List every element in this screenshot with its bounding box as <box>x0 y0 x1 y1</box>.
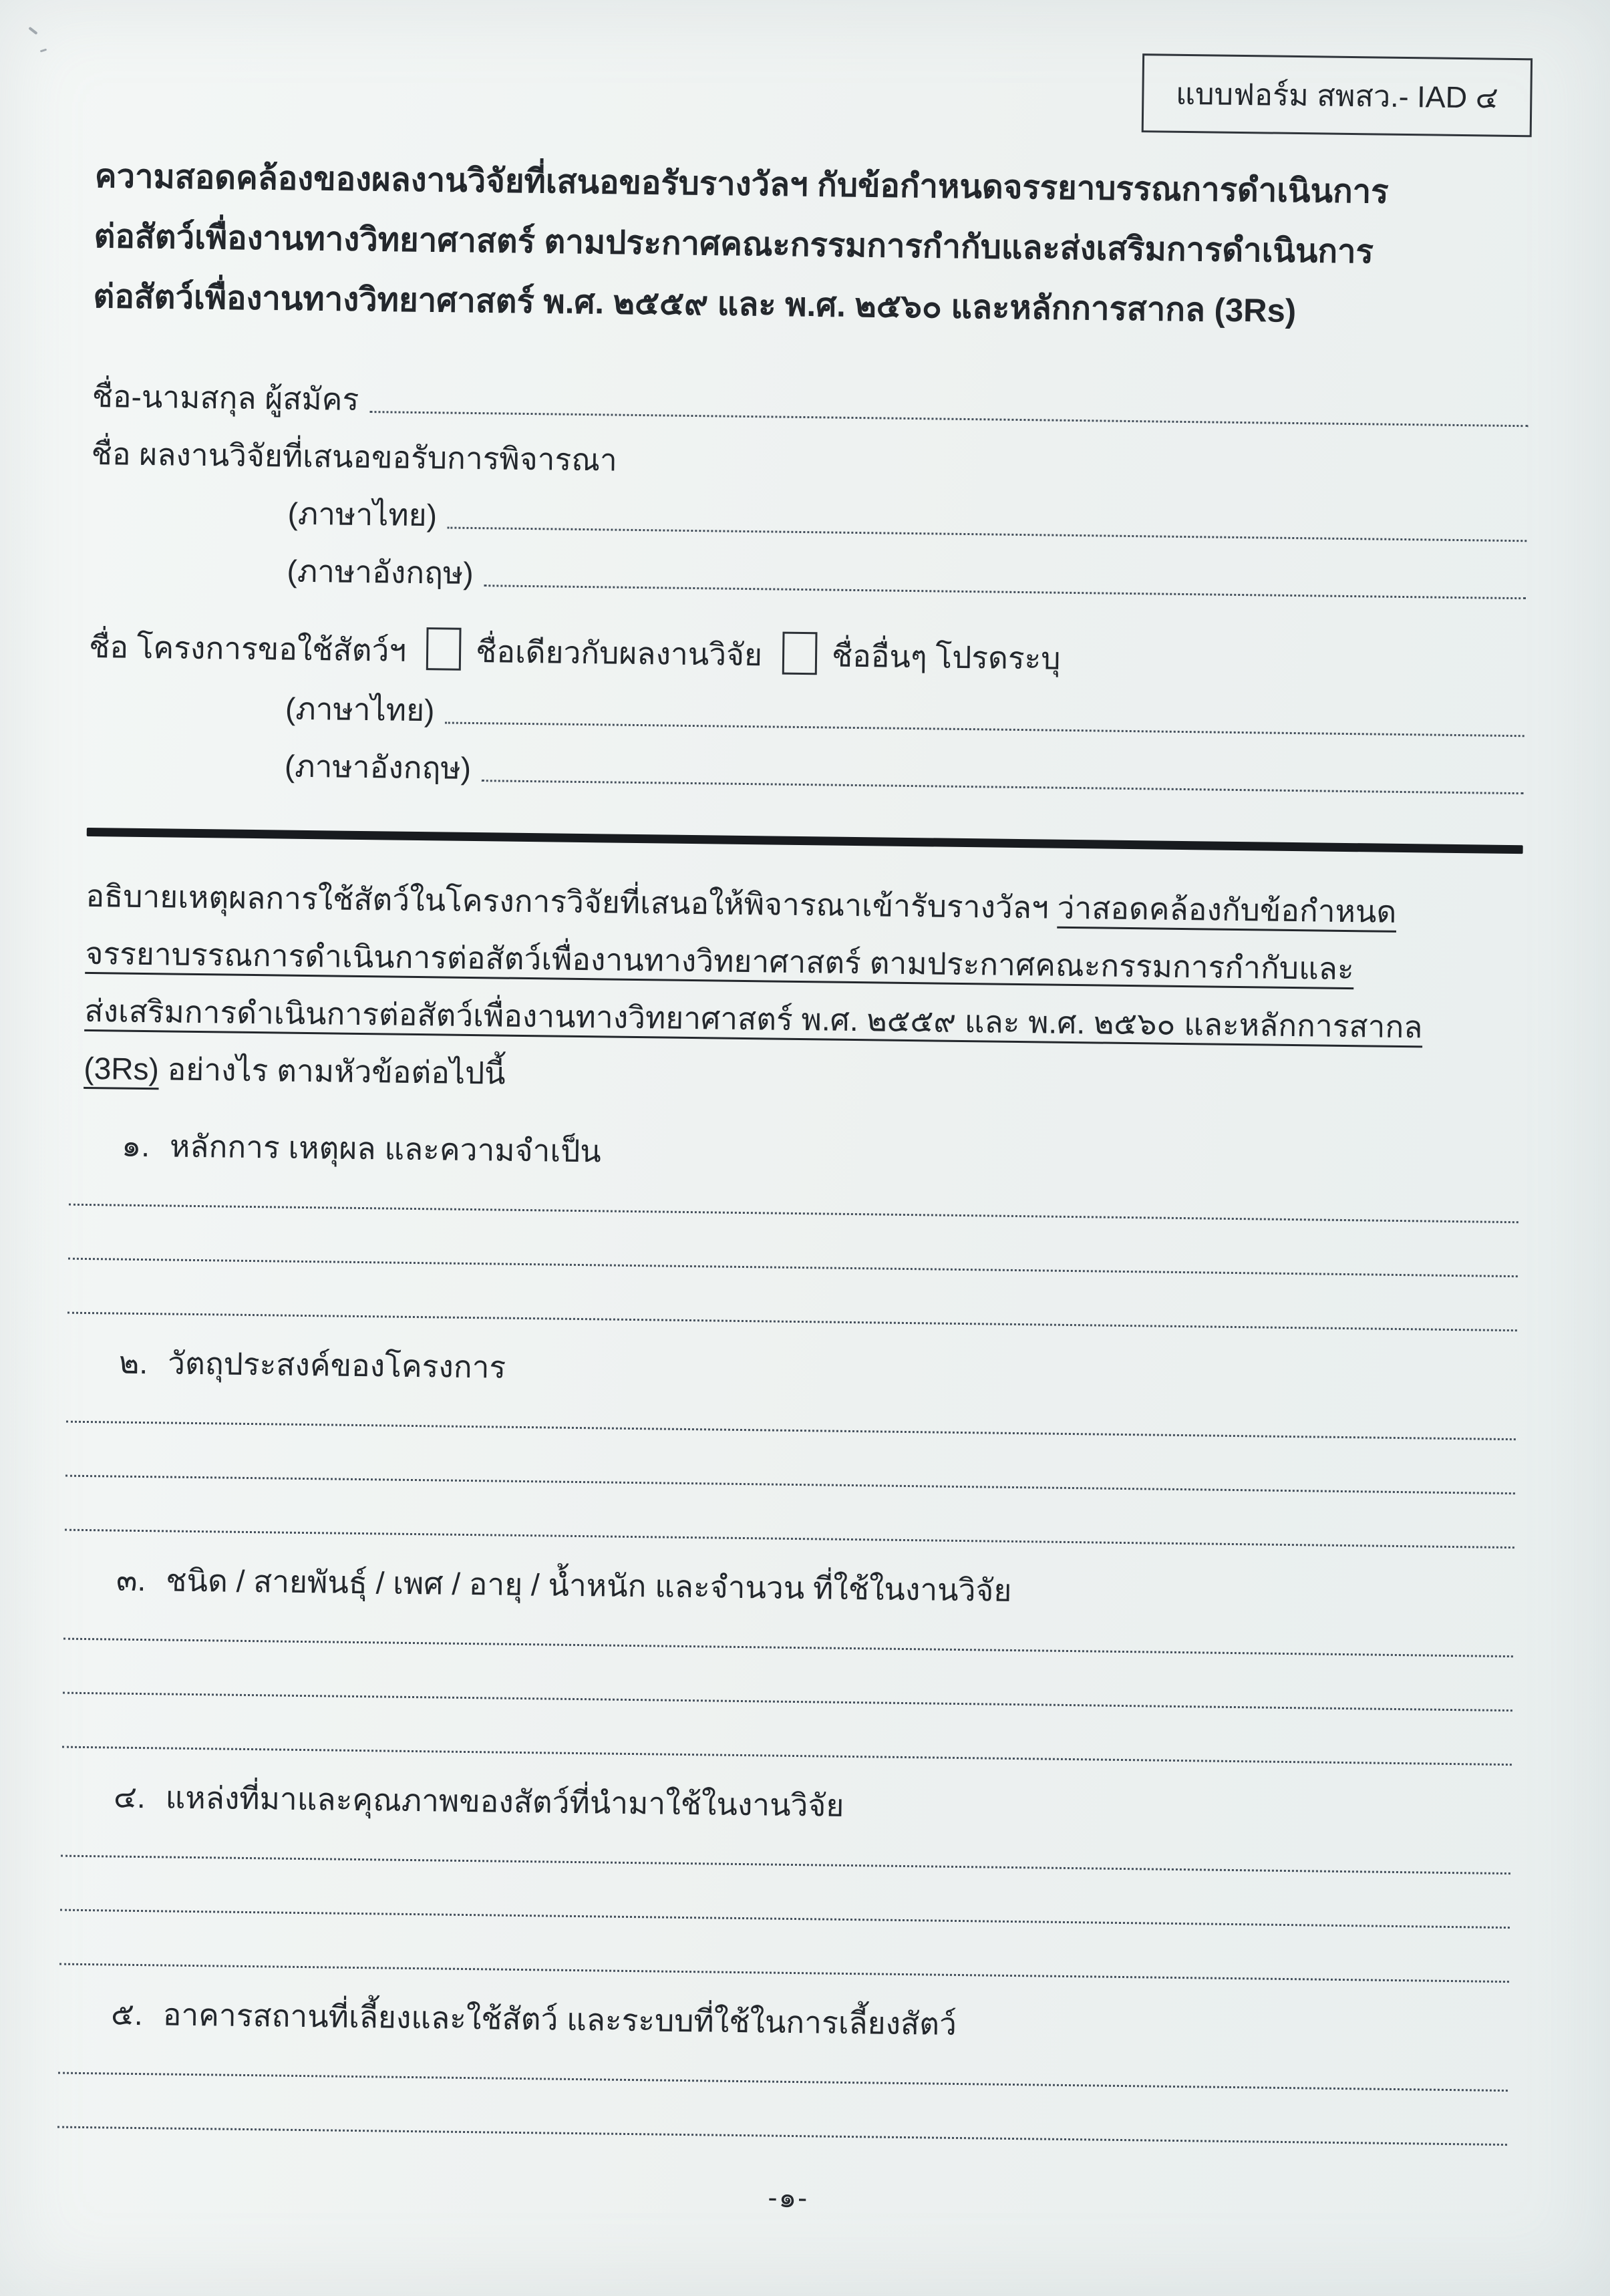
document-title <box>93 146 1531 344</box>
item-2-answer-lines <box>65 1386 1516 1548</box>
research-name-label: ชื่อ ผลงานวิจัยที่เสนอขอรับการพิจารณา <box>91 436 618 478</box>
item-5-number: ๕. <box>110 1996 144 2032</box>
instruction-text: อธิบายเหตุผลการใช้สัตว์ในโครงการวิจัยที่เสนอให้พิจารณาเข้ารับรางวัลฯ <box>86 878 1058 925</box>
item-1-label: หลักการ เหตุผล และความจำเป็น <box>169 1128 602 1169</box>
applicant-name-label: ชื่อ-นามสกุล ผู้สมัคร <box>92 378 359 417</box>
item-4-answer-lines <box>59 1820 1510 1983</box>
research-name-english-blank-line <box>484 585 1526 599</box>
checkbox-other-name <box>782 632 818 675</box>
field-research-name-thai <box>90 490 1527 550</box>
form-code-box <box>1142 53 1533 137</box>
checkbox-same-as-research <box>426 627 462 671</box>
title-line-2: ต่อสัตว์เพื่องานทางวิทยาศาสตร์ ตามประกาศคณะกรรมการกำกับและส่งเสริมการดำเนินการ <box>94 218 1374 271</box>
instruction-underlined-text: จรรยาบรรณการดำเนินการต่อสัตว์เพื่องานทางวิทยาศาสตร์ ตามประกาศคณะกรรมการกำกับและ <box>85 935 1354 987</box>
field-research-name-english <box>90 547 1526 607</box>
research-name-heading <box>91 432 1528 492</box>
item-5-answer-lines <box>57 2037 1508 2146</box>
thai-language-label: (ภาษาไทย) <box>285 691 435 728</box>
item-3-answer-lines <box>62 1603 1513 1766</box>
item-1-number: ๑. <box>121 1128 150 1164</box>
research-name-thai-blank-line <box>448 527 1527 542</box>
field-project-name-english <box>88 742 1524 802</box>
item-3-label: ชนิด / สายพันธุ์ / เพศ / อายุ / น้ำหนัก และจำนวน ที่ใช้ในงานวิจัย <box>166 1563 1012 1608</box>
thai-language-label: (ภาษาไทย) <box>287 496 438 533</box>
section-divider <box>87 828 1523 854</box>
field-project-name-thai <box>88 685 1525 745</box>
applicant-name-blank-line <box>369 411 1528 427</box>
option-other-label: ชื่ออื่นๆ โปรดระบุ <box>831 638 1061 676</box>
project-name-thai-blank-line <box>445 721 1524 737</box>
item-4-number: ๔. <box>113 1779 146 1815</box>
title-line-3: ต่อสัตว์เพื่องานทางวิทยาศาสตร์ พ.ศ. ๒๕๕๙ และ พ.ศ. ๒๕๖๐ และหลักการสากล (3Rs) <box>93 279 1297 330</box>
form-code-text: แบบฟอร์ม สพสว.- IAD ๔ <box>1175 76 1499 115</box>
english-language-label: (ภาษาอังกฤษ) <box>284 748 472 786</box>
field-applicant-name <box>92 375 1528 435</box>
instruction-underlined-text: (3Rs) <box>84 1050 160 1087</box>
project-name-english-blank-line <box>482 780 1524 794</box>
item-1-answer-lines <box>67 1169 1518 1331</box>
field-animal-project-name <box>89 623 1526 687</box>
english-language-label: (ภาษาอังกฤษ) <box>287 553 474 591</box>
item-4-label: แหล่งที่มาและคุณภาพของสัตว์ที่นำมาใช้ในงานวิจัย <box>165 1780 844 1823</box>
item-3-number: ๓. <box>116 1562 146 1598</box>
title-line-1: ความสอดคล้องของผลงานวิจัยที่เสนอขอรับรางวัลฯ กับข้อกำหนดจรรยาบรรณการดำเนินการ <box>94 158 1389 210</box>
instruction-underlined-text: ส่งเสริมการดำเนินการต่อสัตว์เพื่องานทางวิทยาศาสตร์ พ.ศ. ๒๕๕๙ และ พ.ศ. ๒๕๖๐ และหลักการสากล <box>84 993 1423 1045</box>
item-5-label: อาคารสถานที่เลี้ยงและใช้สัตว์ และระบบที่ใช้ในการเลี้ยงสัตว์ <box>162 1997 957 2041</box>
option-same-label: ชื่อเดียวกับผลงานวิจัย <box>475 634 763 673</box>
item-2-number: ๒. <box>118 1345 148 1381</box>
instruction-paragraph <box>84 867 1522 1114</box>
instruction-text: อย่างไร ตามหัวข้อต่อไปนี้ <box>158 1051 506 1091</box>
item-2-label: วัตถุประสงค์ของโครงการ <box>167 1345 506 1385</box>
page-number: -๑- <box>768 2181 809 2214</box>
instruction-underlined-text: ว่าสอดคล้องกับข้อกำหนด <box>1057 890 1397 929</box>
project-name-label: ชื่อ โครงการขอใช้สัตว์ฯ <box>88 629 407 668</box>
